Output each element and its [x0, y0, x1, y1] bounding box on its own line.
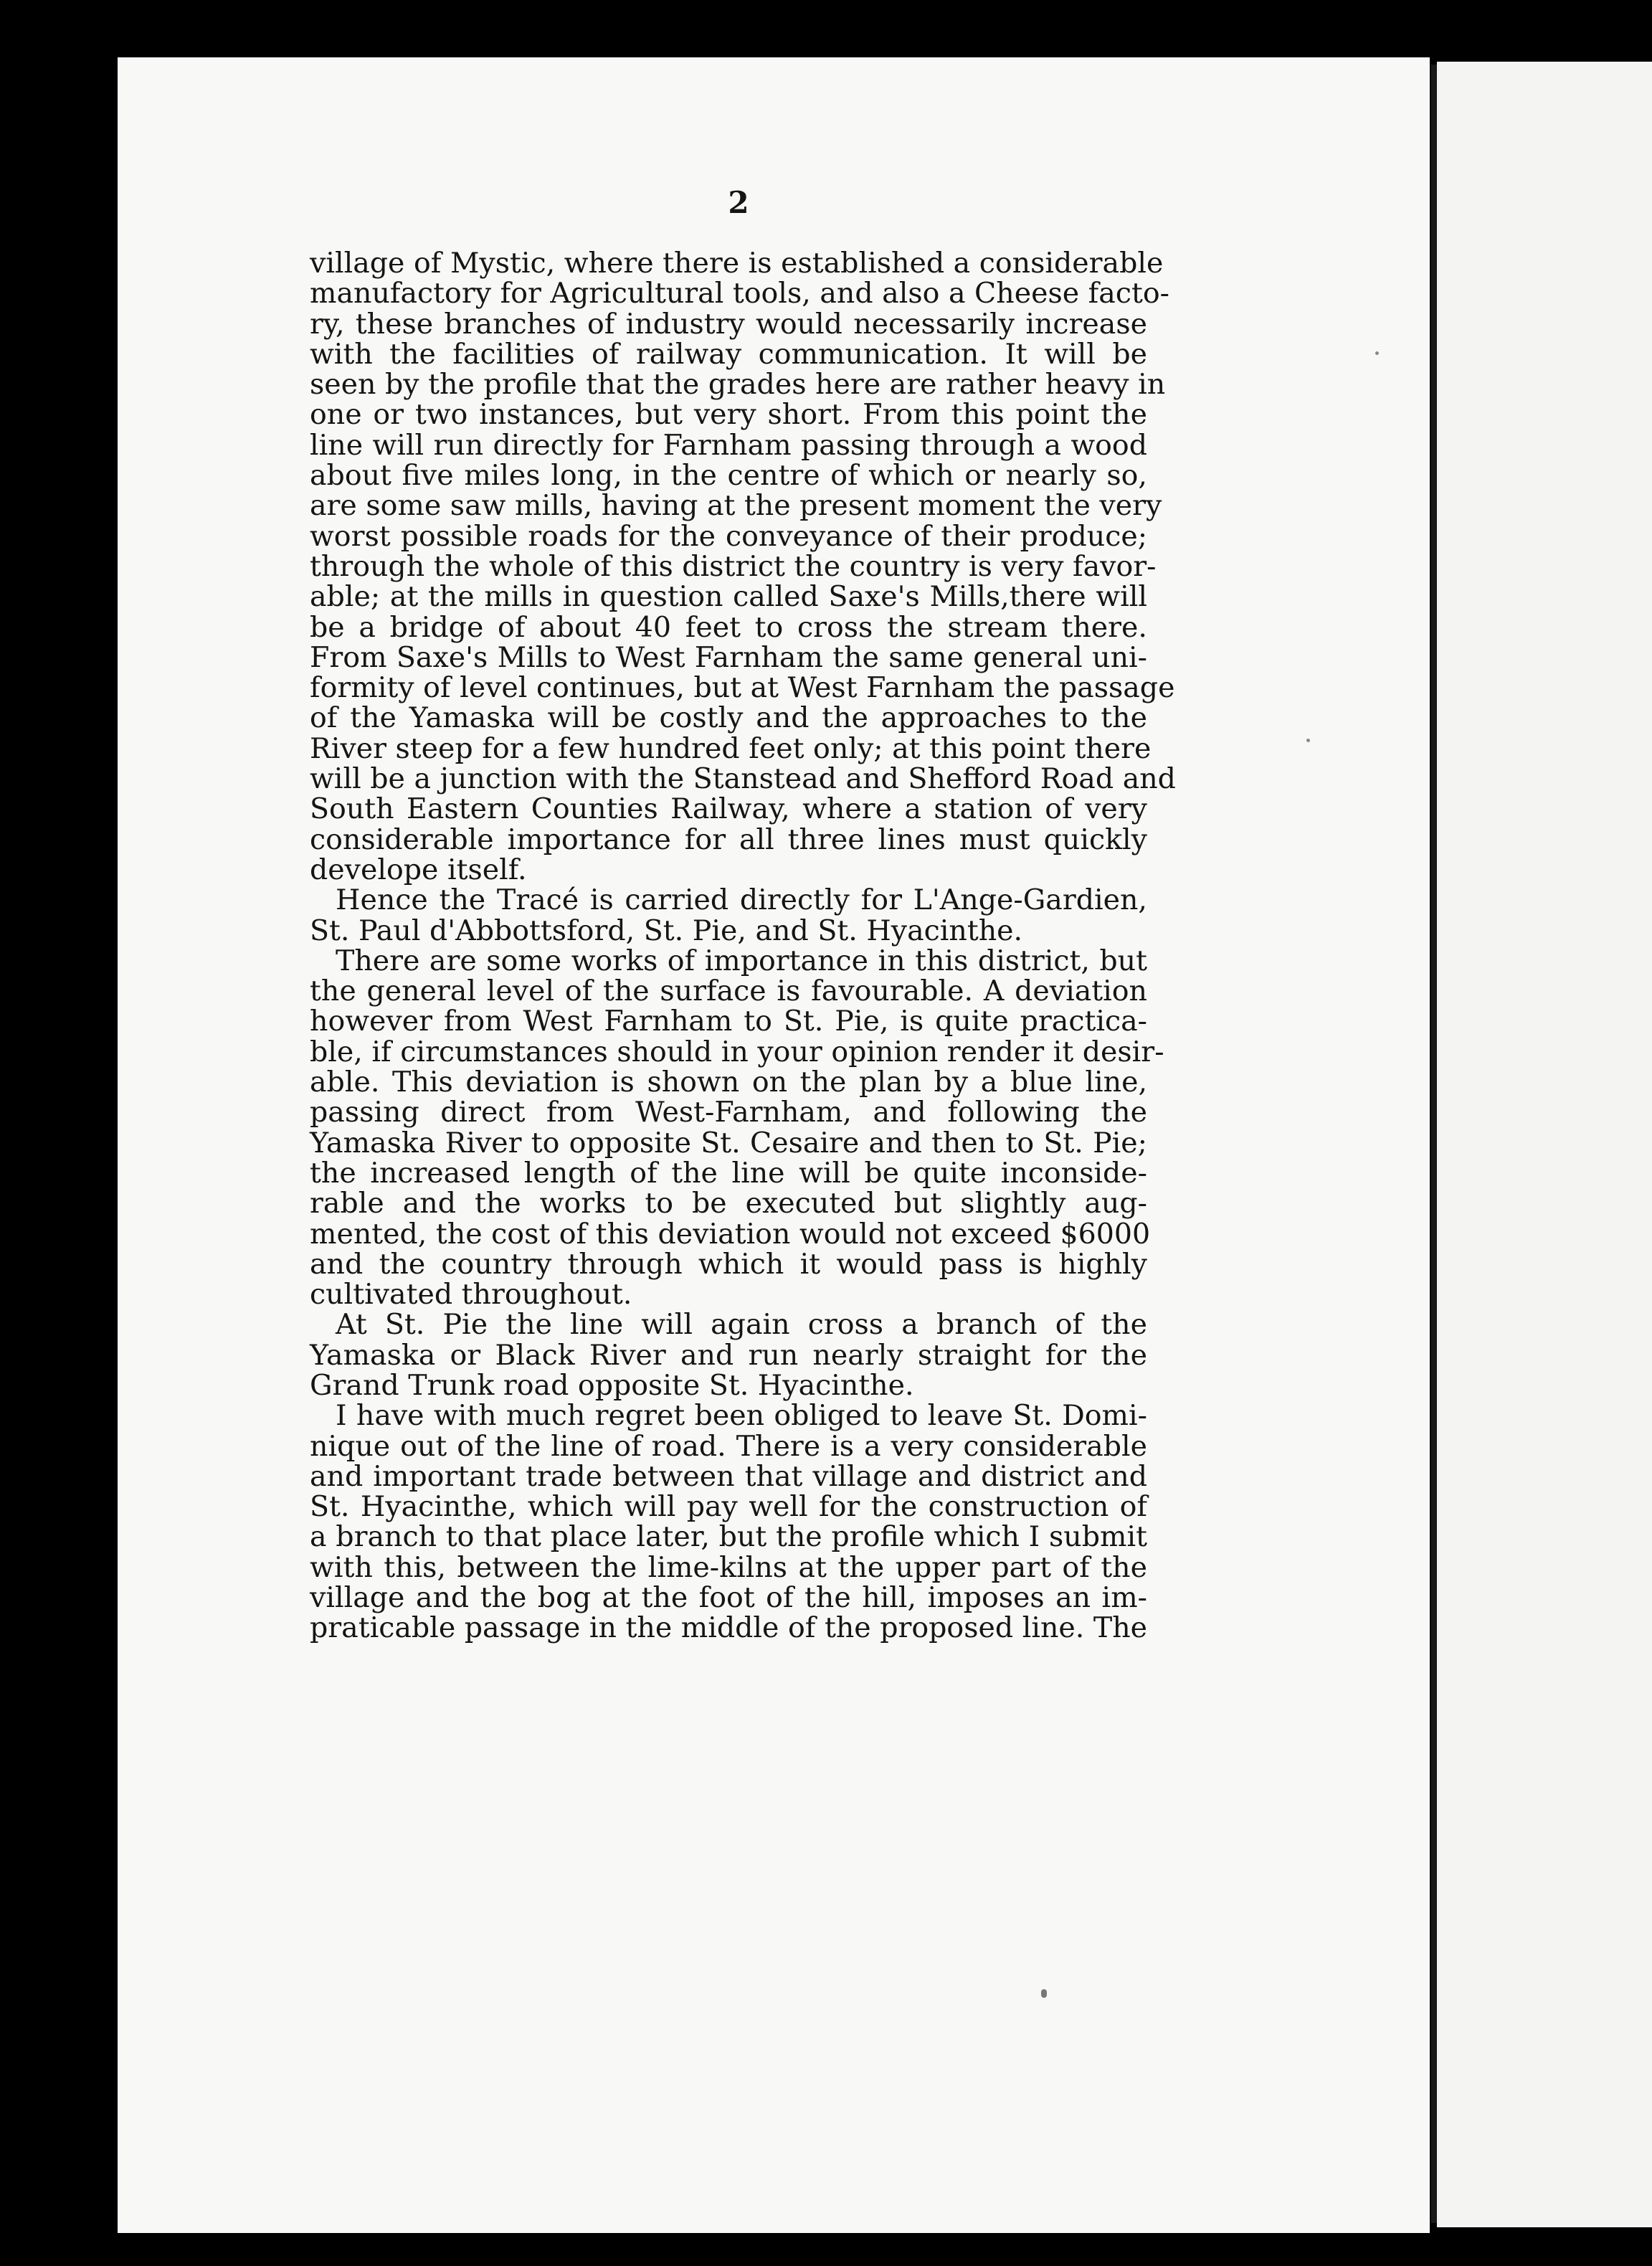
text-line: mented, the cost of this deviation would not exceed $6000	[310, 1217, 1151, 1251]
scan-speck	[1041, 1989, 1047, 1998]
text-line: I have with much regret been obliged to leave St. Domi-	[336, 1399, 1147, 1433]
page-number: 2	[728, 185, 749, 220]
facing-page-edge	[1437, 62, 1652, 2227]
text-line: about five miles long, in the centre of which or nearly so,	[310, 459, 1147, 493]
text-line: however from West Farnham to St. Pie, is quite practica-	[310, 1005, 1147, 1038]
text-line: manufactory for Agricultural tools, and also a Cheese facto-	[310, 277, 1169, 310]
text-line: South Eastern Counties Railway, where a station of very	[310, 792, 1147, 826]
text-line: Yamaska or Black River and run nearly straight for the	[310, 1338, 1147, 1372]
text-line: From Saxe's Mills to West Farnham the same general uni-	[310, 640, 1147, 674]
text-line: with this, between the lime-kilns at the upper part of the	[310, 1550, 1147, 1584]
text-line: cultivated throughout.	[310, 1278, 632, 1312]
text-line: There are some works of importance in this district, but	[336, 944, 1147, 977]
text-line: able; at the mills in question called Saxe's Mills,there will	[310, 580, 1147, 614]
text-line: and important trade between that village and district and	[310, 1459, 1147, 1493]
text-line: and the country through which it would pass is highly	[310, 1247, 1147, 1281]
text-line: River steep for a few hundred feet only; at this point there	[310, 731, 1152, 765]
text-line: Hence the Tracé is carried directly for L'Ange-Gardien,	[336, 883, 1147, 917]
text-line: the increased length of the line will be quite inconside-	[310, 1156, 1147, 1190]
body-text	[310, 247, 1176, 1645]
text-line: St. Paul d'Abbottsford, St. Pie, and St. Hyacinthe.	[310, 914, 1023, 947]
text-line: St. Hyacinthe, which will pay well for the construction of	[310, 1490, 1147, 1524]
text-line: seen by the profile that the grades here are rather heavy in	[310, 368, 1166, 402]
text-line: praticable passage in the middle of the proposed line. The	[310, 1611, 1148, 1645]
text-line: village of Mystic, where there is established a considerable	[310, 247, 1164, 280]
text-line: the general level of the surface is favourable. A deviation	[310, 975, 1147, 1008]
text-line: will be a junction with the Stanstead and Shefford Road and	[310, 762, 1176, 796]
page-gutter	[1431, 65, 1437, 2223]
text-line: Yamaska River to opposite St. Cesaire and then to St. Pie;	[310, 1126, 1147, 1160]
text-line: of the Yamaska will be costly and the approaches to the	[310, 701, 1147, 735]
text-line: worst possible roads for the conveyance of their produce;	[310, 519, 1147, 553]
scan-speck	[1306, 739, 1310, 742]
text-line: village and the bog at the foot of the hill, imposes an im-	[310, 1581, 1147, 1615]
text-line: a branch to that place later, but the profile which I submit	[310, 1520, 1147, 1554]
text-line: one or two instances, but very short. From this point the	[310, 398, 1147, 432]
text-line: with the facilities of railway communication. It will be	[310, 337, 1147, 371]
text-line: Grand Trunk road opposite St. Hyacinthe.	[310, 1368, 914, 1402]
text-line: formity of level continues, but at West Farnham the passage	[310, 671, 1175, 705]
text-line: considerable importance for all three lines must quickly	[310, 823, 1147, 856]
text-line: nique out of the line of road. There is a very considerable	[310, 1429, 1147, 1463]
text-line: line will run directly for Farnham passing through a wood	[310, 428, 1147, 462]
text-line: rable and the works to be executed but slightly aug-	[310, 1187, 1147, 1220]
text-line: are some saw mills, having at the present moment the very	[310, 489, 1162, 523]
scan-speck	[1375, 351, 1379, 355]
text-line: ry, these branches of industry would necessarily increase	[310, 307, 1147, 341]
text-line: be a bridge of about 40 feet to cross the stream there.	[310, 610, 1147, 644]
text-line: able. This deviation is shown on the plan by a blue line,	[310, 1066, 1147, 1099]
text-line: passing direct from West-Farnham, and following the	[310, 1096, 1147, 1129]
text-line: At St. Pie the line will again cross a branch of the	[336, 1308, 1147, 1342]
text-line: through the whole of this district the country is very favor-	[310, 549, 1157, 583]
text-line: develope itself.	[310, 853, 527, 886]
text-line: ble, if circumstances should in your opinion render it desir-	[310, 1035, 1164, 1068]
